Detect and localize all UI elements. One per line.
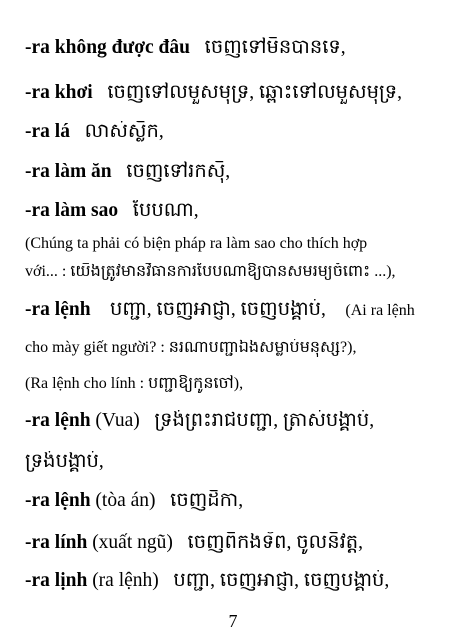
headword: -ra làm sao [25, 200, 119, 221]
example-line: cho mày giết người? : នរណាបញ្ជាឯងសម្លាប់មនុស្ស?), [25, 339, 357, 356]
example-line: với... : យើងត្រូវមានវិធានការបែបណាឱ្យបានសមរម្យចំពោះ ...), [25, 263, 396, 280]
entry-ra-la [25, 121, 452, 143]
entry-ra-lenh-toa-an [25, 490, 452, 512]
headword: -ra lệnh [25, 410, 91, 431]
headword: -ra lá [25, 121, 70, 142]
definition: ចេញទៅលមួសមុទ្រ, ឆ្ពោះទៅលមួសមុទ្រ, [107, 82, 403, 103]
entry-ra-lam-an [25, 161, 452, 183]
definition: ចេញដីកា, [170, 490, 244, 511]
entry-ra-khong-duoc-dau [25, 37, 452, 59]
example-line: (Ra lệnh cho lính : បញ្ជាឱ្យកូនចៅ), [25, 375, 244, 392]
page-number: 7 [228, 611, 238, 631]
definition: បែបណា, [132, 200, 199, 221]
definition: ទ្រង់ព្រះរាជបញ្ជា, ត្រាស់បង្គាប់, [154, 410, 375, 431]
entry-ra-lenh [25, 299, 452, 321]
headword: -ra lính [25, 532, 88, 553]
headword: -ra lệnh [25, 490, 91, 511]
entry-ra-linh-2 [25, 570, 452, 592]
definition: ចេញពីកងទ័ព, ចូលនិវត្ត, [187, 532, 364, 553]
headword: -ra làm ăn [25, 161, 112, 182]
entry-ra-linh [25, 532, 452, 554]
headword: -ra lệnh [25, 299, 91, 320]
entry-ra-lam-sao [25, 200, 452, 222]
usage-note: (Vua) [95, 410, 140, 431]
headword: -ra khơi [25, 82, 93, 103]
definition: បញ្ជា, ចេញអាជ្ញា, ចេញបង្គាប់, [110, 299, 326, 320]
definition: លាស់ស្លឹក, [84, 121, 164, 142]
entry-ra-khoi [25, 82, 452, 104]
definition: ចេញទៅមិនបានទេ, [204, 37, 346, 58]
definition-continuation: ទ្រង់បង្គាប់, [25, 451, 104, 472]
example-start: (Ai ra lệnh [345, 302, 415, 319]
entry-ra-lenh-vua [25, 410, 452, 432]
usage-note: (tòa án) [95, 490, 156, 511]
definition: បញ្ជា, ចេញអាជ្ញា, ចេញបង្គាប់, [173, 570, 390, 591]
usage-note: (xuất ngũ) [92, 532, 173, 553]
definition: ចេញទៅរកស៊ី, [126, 161, 231, 182]
usage-note: (ra lệnh) [92, 570, 159, 591]
example-line: (Chúng ta phải có biện pháp ra làm sao cho thích hợp [25, 235, 368, 252]
headword: -ra lịnh [25, 570, 88, 591]
headword: -ra không được đâu [25, 37, 190, 58]
